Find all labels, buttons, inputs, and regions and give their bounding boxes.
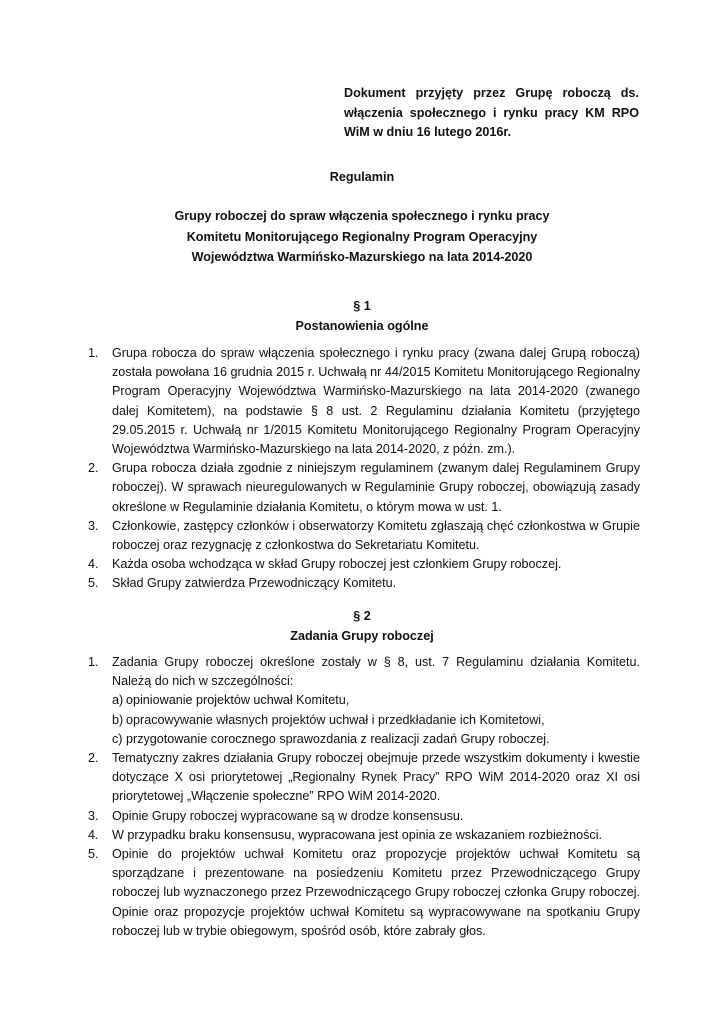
document-subtitle: [150, 206, 574, 268]
item-number: 1.: [88, 346, 99, 360]
item-number: 3.: [88, 518, 99, 533]
list-item: [88, 517, 640, 555]
section-2-header: [0, 607, 724, 646]
item-number: 5.: [88, 847, 99, 862]
item-text: Opinie do projektów uchwał Komitetu oraz propozycje projektów uchwał Komitetu są sporządzane i prezentowane na posiedzeniu Komitetu przez Przewodniczącego Grupy roboczej lub wyznaczonego przez Przewodniczącego Grupy roboczej członka Grupy roboczej. Opinie oraz propozycje projektów uchwał Komitetu są wypracowywane na spotkaniu Grupy roboczej lub w trybie obiegowym, spośród osób, które zabrały głos.: [112, 847, 640, 938]
item-text: Grupa robocza do spraw włączenia społecznego i rynku pracy (zwana dalej Grupą roboczą) została powołana 16 grudnia 2015 r. Uchwałą nr 44/2015 Komitetu Monitorującego Regionalny Program Operacyjny Województwa Warmińsko-Mazurskiego na lata 2014-2020 (zwanego dalej Komitetem), na podstawie § 8 ust. 2 Regulaminu działania Komitetu (przyjętego 29.05.2015 r. Uchwałą nr 1/2015 Komitetu Monitorującego Regionalny Program Operacyjny Województwa Warmińsko-Mazurskiego na lata 2014-2020, z późn. zm.).: [112, 346, 640, 457]
sub-item-letter: a): [112, 693, 124, 708]
item-number: 1.: [88, 655, 99, 669]
list-item: [88, 845, 640, 941]
list-item: [88, 459, 640, 517]
section-number: § 1: [353, 299, 371, 313]
list-item: [88, 653, 640, 749]
item-number: 5.: [88, 576, 99, 591]
sub-item-text: opracowywanie własnych projektów uchwał i przedkładanie ich Komitetowi,: [126, 712, 545, 727]
item-text: Członkowie, zastępcy członków i obserwatorzy Komitetu zgłaszają chęć członkostwa w Grupie roboczej oraz rezygnację z członkostwa do Sekretariatu Komitetu.: [112, 518, 640, 553]
subtitle-line: Grupy roboczej do spraw włączenia społecznego i rynku pracy: [174, 209, 550, 223]
adoption-note: Dokument przyjęty przez Grupę roboczą ds. włączenia społecznego i rynku pracy KM RPO WiM w dniu 16 lutego 2016r.: [344, 86, 639, 139]
item-number: 2.: [88, 461, 99, 476]
item-text: Skład Grupy zatwierdza Przewodniczący Komitetu.: [112, 576, 397, 591]
sub-list: [112, 691, 640, 749]
section-1-list: [88, 344, 640, 594]
item-number: 3.: [88, 808, 99, 823]
list-item: [88, 574, 640, 593]
section-heading: Postanowienia ogólne: [295, 318, 429, 333]
section-heading: Zadania Grupy roboczej: [290, 628, 434, 643]
section-number: § 2: [353, 609, 371, 623]
item-text: Każda osoba wchodząca w skład Grupy roboczej jest członkiem Grupy roboczej.: [112, 557, 562, 572]
item-text: W przypadku braku konsensusu, wypracowana jest opinia ze wskazaniem rozbieżności.: [112, 827, 602, 842]
list-item: [88, 826, 640, 845]
item-text: Opinie Grupy roboczej wypracowane są w drodze konsensusu.: [112, 808, 464, 823]
sub-list-item: [112, 691, 640, 710]
item-number: 4.: [88, 557, 99, 572]
list-item: [88, 344, 640, 459]
sub-list-item: [112, 711, 640, 730]
list-item: [88, 555, 640, 574]
section-1-header: [0, 297, 724, 336]
sub-list-item: [112, 730, 640, 749]
item-text: Zadania Grupy roboczej określone zostały w § 8, ust. 7 Regulaminu działania Komitetu. Należą do nich w szczególności:: [112, 655, 640, 689]
sub-item-letter: b): [112, 712, 124, 727]
list-item: [88, 749, 640, 807]
subtitle-line: Województwa Warmińsko-Mazurskiego na lata 2014-2020: [191, 250, 533, 264]
item-text: Tematyczny zakres działania Grupy roboczej obejmuje przede wszystkim dokumenty i kwestie dotyczące X osi priorytetowej „Regionalny Rynek Pracy” RPO WiM 2014-2020 oraz XI osi priorytetowej „Włączenie społeczne” RPO WiM 2014-2020.: [112, 751, 640, 804]
document-title: Regulamin: [329, 170, 395, 184]
item-number: 4.: [88, 827, 99, 842]
section-2-list: [88, 653, 640, 941]
list-item: [88, 807, 640, 826]
sub-item-text: przygotowanie corocznego sprawozdania z realizacji zadań Grupy roboczej.: [126, 731, 550, 746]
sub-item-text: opiniowanie projektów uchwał Komitetu,: [126, 693, 350, 708]
sub-item-letter: c): [112, 731, 123, 746]
subtitle-line: Komitetu Monitorującego Regionalny Program Operacyjny: [186, 229, 538, 244]
item-number: 2.: [88, 751, 99, 766]
item-text: Grupa robocza działa zgodnie z niniejszym regulaminem (zwanym dalej Regulaminem Grupy roboczej). W sprawach nieuregulowanych w Regulaminie Grupy roboczej, obowiązują zasady określone w Regulaminie działania Komitetu, o którym mowa w ust. 1.: [112, 461, 640, 514]
